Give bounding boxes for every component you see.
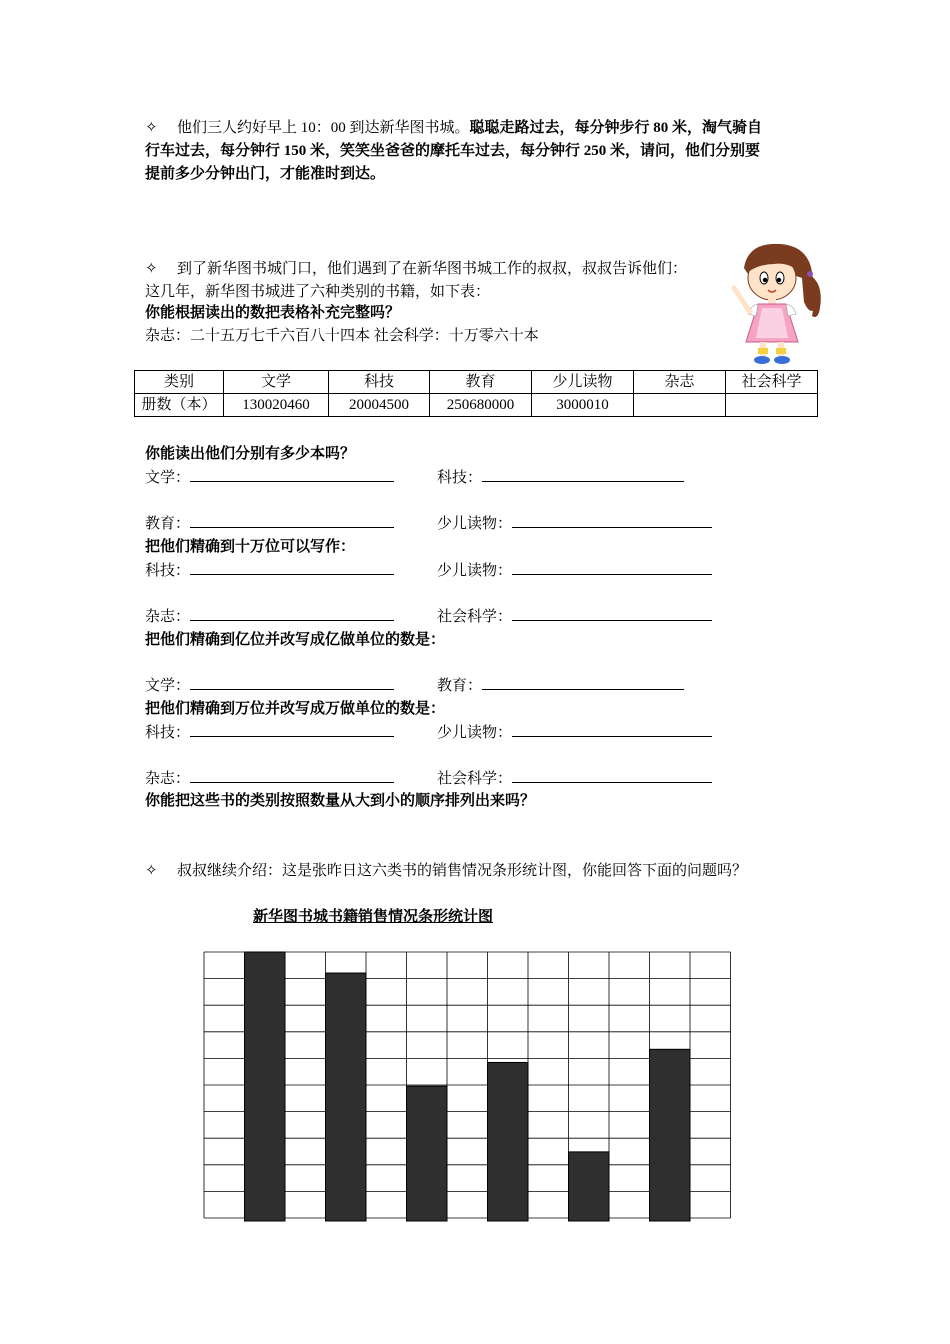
round-shiwan-title: 把他们精确到十万位可以写作： [145, 539, 356, 555]
q3-line-1 [145, 861, 747, 881]
q1-line-2: 行车过去，每分钟行 150 米，笑笑坐爸爸的摩托车过去，每分钟行 250 米，请问，他们分别要 [145, 143, 761, 159]
label-shaoer: 少儿读物： [437, 725, 513, 741]
answer-shehui-shiwan [437, 606, 712, 627]
book-count-table [134, 370, 818, 417]
label-keji: 科技： [145, 725, 191, 741]
answer-blank[interactable] [190, 560, 394, 575]
table-cell: 250680000 [430, 394, 532, 417]
table-cell: 130020460 [224, 394, 329, 417]
label-keji: 科技： [437, 470, 483, 486]
answer-wenxue [145, 467, 394, 488]
diamond-icon: ✧ [145, 120, 158, 136]
chart-bar [569, 1152, 610, 1221]
answer-blank[interactable] [190, 513, 394, 528]
table-header-cell: 少儿读物 [532, 371, 634, 394]
table-cell-empty[interactable] [726, 394, 818, 417]
table-header-cell: 文学 [224, 371, 329, 394]
label-zazhi: 杂志： [145, 771, 191, 787]
table-header-cell: 科技 [329, 371, 430, 394]
label-shehui: 社会科学： [437, 609, 513, 625]
chart-title: 新华图书城书籍销售情况条形统计图 [253, 909, 494, 925]
table-cell-empty[interactable] [634, 394, 726, 417]
table-cell: 20004500 [329, 394, 430, 417]
answer-blank[interactable] [482, 467, 684, 482]
answer-blank[interactable] [190, 606, 394, 621]
answer-blank[interactable] [482, 675, 684, 690]
answer-shaoer-wan [437, 722, 712, 743]
answer-blank[interactable] [190, 467, 394, 482]
table-header-cell: 杂志 [634, 371, 726, 394]
round-yi-title: 把他们精确到亿位并改写成亿做单位的数是： [145, 632, 446, 648]
answer-jiaoyu-yi [437, 675, 684, 696]
q1-line-3: 提前多少分钟出门，才能准时到达。 [145, 166, 386, 182]
label-wenxue: 文学： [145, 470, 191, 486]
answer-shehui-wan [437, 768, 712, 789]
answer-keji-wan [145, 722, 394, 743]
answer-zazhi-wan [145, 768, 394, 789]
q2-line-4: 杂志：二十五万七千六百八十四本 社会科学：十万零六十本 [145, 328, 539, 344]
answer-shaoer-shiwan [437, 560, 712, 581]
q2-line-1 [145, 259, 687, 279]
answer-blank[interactable] [190, 675, 394, 690]
answer-zazhi-shiwan [145, 606, 394, 627]
answer-blank[interactable] [190, 722, 394, 737]
q2-line-3: 你能根据读出的数把表格补充完整吗？ [145, 305, 401, 321]
answer-keji [437, 467, 684, 488]
label-shaoer: 少儿读物： [437, 516, 513, 532]
answer-blank[interactable] [512, 768, 712, 783]
answer-jiaoyu [145, 513, 394, 534]
chart-bar [407, 1086, 448, 1221]
q3-text: 叔叔继续介绍：这是张昨日这六类书的销售情况条形统计图，你能回答下面的问题吗？ [177, 863, 748, 879]
answer-blank[interactable] [512, 606, 712, 621]
chart-bar [245, 952, 286, 1221]
bar-chart [198, 946, 738, 1232]
chart-bar [650, 1049, 691, 1221]
table-cell: 3000010 [532, 394, 634, 417]
table-header-row [135, 371, 818, 394]
answer-shaoer [437, 513, 712, 534]
read-title: 你能读出他们分别有多少本吗？ [145, 446, 356, 462]
girl-illustration [728, 238, 824, 368]
label-wenxue: 文学： [145, 678, 191, 694]
order-question: 你能把这些书的类别按照数量从大到小的顺序排列出来吗？ [145, 793, 536, 809]
diamond-icon: ✧ [145, 863, 158, 879]
label-shehui: 社会科学： [437, 771, 513, 787]
table-header-cell: 教育 [430, 371, 532, 394]
answer-wenxue-yi [145, 675, 394, 696]
diamond-icon: ✧ [145, 261, 158, 277]
answer-blank[interactable] [512, 560, 712, 575]
answer-blank[interactable] [512, 722, 712, 737]
chart-bar [326, 973, 367, 1221]
q2-intro: 到了新华图书城门口，他们遇到了在新华图书城工作的叔叔，叔叔告诉他们： [177, 261, 688, 277]
label-shaoer: 少儿读物： [437, 563, 513, 579]
round-wan-title: 把他们精确到万位并改写成万做单位的数是： [145, 701, 446, 717]
answer-blank[interactable] [190, 768, 394, 783]
q1-text-normal: 他们三人约好早上 10：00 到达新华图书城。 [177, 120, 470, 136]
q1-line-1 [145, 118, 762, 138]
answer-keji-shiwan [145, 560, 394, 581]
label-zazhi: 杂志： [145, 609, 191, 625]
table-cell: 册数（本） [135, 394, 224, 417]
table-header-cell: 社会科学 [726, 371, 818, 394]
q2-line-2: 这几年，新华图书城进了六种类别的书籍，如下表： [145, 284, 491, 300]
label-jiaoyu: 教育： [145, 516, 191, 532]
label-jiaoyu: 教育： [437, 678, 483, 694]
table-row [135, 394, 818, 417]
q1-text-bold: 聪聪走路过去，每分钟步行 80 米，淘气骑自 [469, 120, 763, 136]
table-header-cell: 类别 [135, 371, 224, 394]
label-keji: 科技： [145, 563, 191, 579]
chart-bar [488, 1062, 529, 1221]
answer-blank[interactable] [512, 513, 712, 528]
